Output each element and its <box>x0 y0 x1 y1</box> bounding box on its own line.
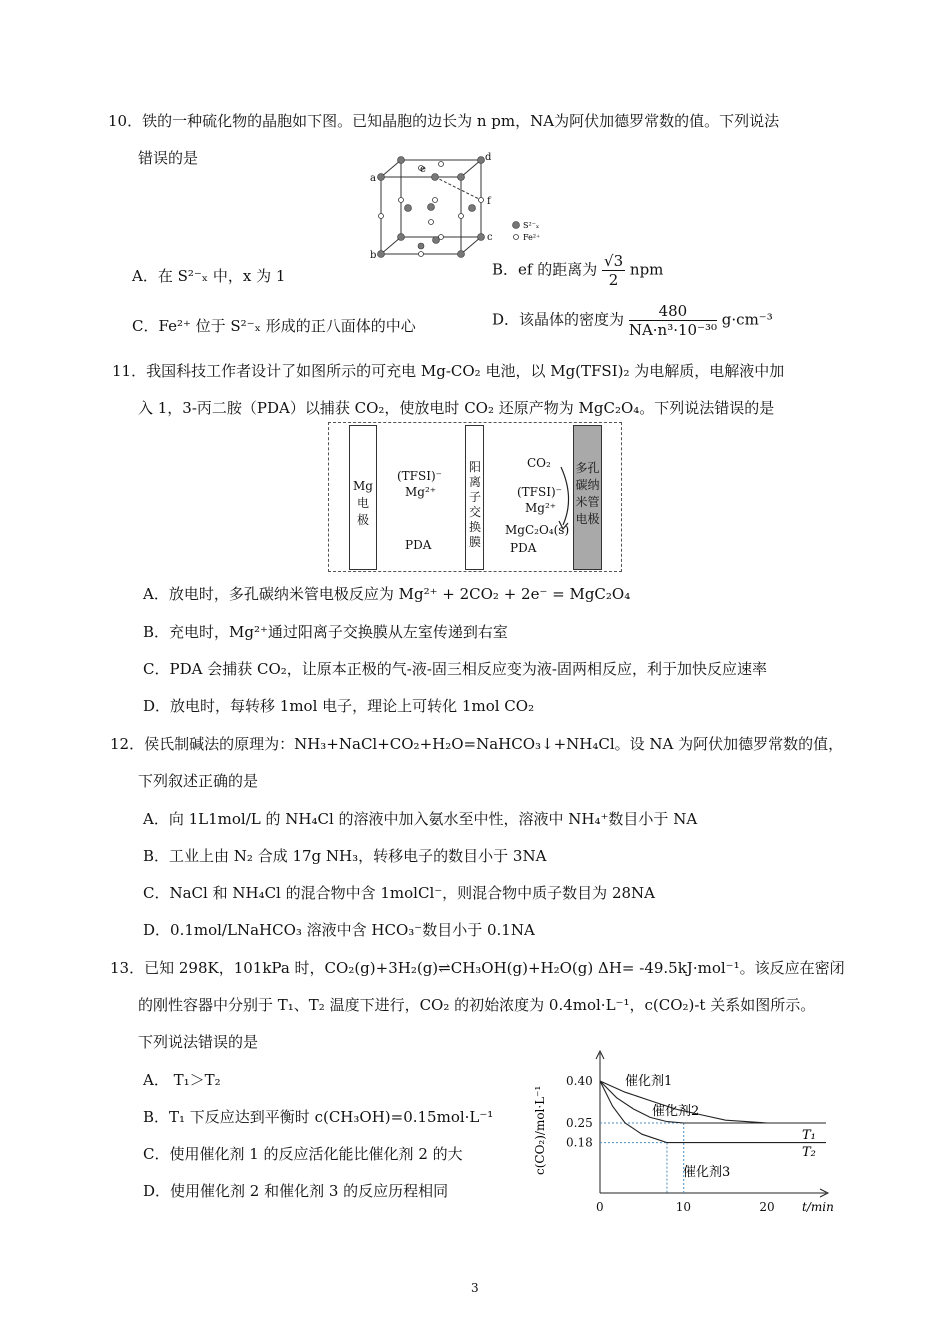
membrane-char-1: 阳 <box>468 460 481 474</box>
membrane-char-4: 交 <box>468 505 481 519</box>
cell-back-face <box>401 160 481 237</box>
q11-option-c: C．PDA 会捕获 CO₂，让原本正极的气-液-固三相反应变为液-固两相反应，利于加快反应速率 <box>143 660 767 678</box>
label-f: f <box>487 196 491 207</box>
q11-option-d: D．放电时，每转移 1mol 电子，理论上可转化 1mol CO₂ <box>143 697 535 715</box>
q10-option-c: C．Fe²⁺ 位于 S²⁻ₓ 形成的正八面体的中心 <box>132 317 416 335</box>
mg-label-3: 极 <box>356 513 369 527</box>
chart-x-label: t/min <box>802 1200 834 1214</box>
membrane-char-5: 换 <box>468 520 481 534</box>
q13-option-a: A． T₁＞T₂ <box>143 1071 221 1089</box>
carbon-nanotube-electrode <box>573 425 602 570</box>
q12-stem-line2: 下列叙述正确的是 <box>138 772 259 790</box>
label-b: b <box>370 250 377 261</box>
chart-label-catalyst3: 催化剂3 <box>683 1165 731 1180</box>
chart-label-catalyst1: 催化剂1 <box>625 1074 673 1089</box>
membrane-char-3: 子 <box>468 490 481 504</box>
q11-option-a: A．放电时，多孔碳纳米管电极反应为 Mg²⁺ + 2CO₂ + 2e⁻ = MgC₂O₄ <box>143 585 631 603</box>
cation-exchange-membrane <box>465 425 484 570</box>
q13-concentration-time-chart <box>530 1045 845 1220</box>
left-pda: PDA <box>405 538 432 552</box>
q13-option-b: B．T₁ 下反应达到平衡时 c(CH₃OH)=0.15mol·L⁻¹ <box>143 1108 494 1126</box>
q10-d-denominator: NA·n³·10⁻³⁰ <box>628 321 718 339</box>
membrane-char-6: 膜 <box>468 535 481 549</box>
label-c: c <box>487 232 493 243</box>
q11-stem-line2: 入 1，3-丙二胺（PDA）以捕获 CO₂，使放电时 CO₂ 还原产物为 MgC₂O₄。下列说法错误的是 <box>138 399 775 417</box>
mg-electrode <box>349 425 377 570</box>
q13-option-d: D．使用催化剂 2 和催化剂 3 的反应历程相同 <box>143 1182 449 1200</box>
y-tick-label: 0.25 <box>566 1116 593 1130</box>
mg-label: Mg <box>353 479 373 493</box>
right-pda: PDA <box>510 541 537 555</box>
q10-stem-line1: 10．铁的一种硫化物的晶胞如下图。已知晶胞的边长为 n pm，NA为阿伏加德罗常数的值。下列说法 <box>108 112 780 130</box>
q10-b-numerator: √3 <box>604 252 624 270</box>
q10-b-unit: npm <box>629 260 664 279</box>
q13-stem-line3: 下列说法错误的是 <box>138 1033 259 1051</box>
membrane-char-2: 离 <box>468 475 481 489</box>
q12-option-c: C．NaCl 和 NH₄Cl 的混合物中含 1molCl⁻，则混合物中质子数目为 28NA <box>143 884 655 902</box>
q12-option-d: D．0.1mol/LNaHCO₃ 溶液中含 HCO₃⁻数目小于 0.1NA <box>143 921 535 939</box>
q13-option-c: C．使用催化剂 1 的反应活化能比催化剂 2 的大 <box>143 1145 463 1163</box>
q11-option-b: B．充电时，Mg²⁺通过阳离子交换膜从左室传递到右室 <box>143 623 508 641</box>
q12-option-a: A．向 1L1mol/L 的 NH₄Cl 的溶液中加入氨水至中性，溶液中 NH₄⁺数目小于 NA <box>143 810 698 828</box>
q10-option-d <box>492 302 773 339</box>
page-number: 3 <box>471 1281 479 1295</box>
q10-option-d-text: D．该晶体的密度为 <box>492 310 625 329</box>
q10-b-denominator: 2 <box>608 271 619 289</box>
chart-label-catalyst2: 催化剂2 <box>652 1104 700 1119</box>
left-tfsi: (TFSI)⁻ <box>397 469 442 483</box>
cell-front-face <box>381 177 461 254</box>
q10-option-b <box>492 252 663 289</box>
right-product: MgC₂O₄(s) <box>505 523 570 537</box>
left-mg-ion: Mg²⁺ <box>405 485 437 499</box>
q10-stem-line2: 错误的是 <box>138 149 199 167</box>
legend-s-label: S²⁻ₓ <box>523 221 540 230</box>
q11-battery-figure <box>328 422 622 572</box>
q12-stem-line1: 12．侯氏制碱法的原理为：NH₃+NaCl+CO₂+H₂O=NaHCO₃↓+NH₄Cl。设 NA 为阿伏加德罗常数的值， <box>110 735 844 753</box>
legend-fe-label: Fe²⁺ <box>523 233 541 242</box>
label-a: a <box>370 173 376 184</box>
q13-stem-line1: 13．已知 298K，101kPa 时，CO₂(g)+3H₂(g)⇌CH₃OH(g)+H₂O(g) ΔH= -49.5kJ·mol⁻¹。该反应在密闭 <box>110 959 845 977</box>
q11-stem-line1: 11．我国科技工作者设计了如图所示的可充电 Mg-CO₂ 电池，以 Mg(TFSI)₂ 为电解质，电解液中加 <box>112 362 785 380</box>
q12-option-b: B．工业上由 N₂ 合成 17g NH₃，转移电子的数目小于 3NA <box>143 847 547 865</box>
legend-fe-marker <box>514 235 519 240</box>
q10-option-b-text: B．ef 的距离为 <box>492 260 598 279</box>
mg-label-2: 电 <box>356 496 369 510</box>
q10-d-numerator: 480 <box>629 302 717 321</box>
carbon-label-2: 碳纳 <box>575 478 600 492</box>
s-ions <box>378 157 485 258</box>
x-tick-label: 0 <box>596 1200 604 1214</box>
series-line-catalyst-3 <box>600 1081 826 1143</box>
legend-s-marker <box>513 222 520 229</box>
chart-y-label: c(CO₂)/mol·L⁻¹ <box>533 1085 547 1175</box>
y-tick-label: 0.40 <box>566 1074 593 1088</box>
chart-label-t1: T₁ <box>802 1128 816 1143</box>
q10-d-unit: g·cm⁻³ <box>721 310 773 329</box>
carbon-label-3: 米管 <box>575 495 600 509</box>
q10-crystal-cell-figure <box>368 150 558 262</box>
chart-label-t2: T₂ <box>802 1145 816 1160</box>
carbon-label-1: 多孔 <box>575 461 600 475</box>
right-co2: CO₂ <box>527 456 551 470</box>
x-tick-label: 10 <box>675 1200 691 1214</box>
x-tick-label: 20 <box>759 1200 775 1214</box>
q10-option-a: A．在 S²⁻ₓ 中，x 为 1 <box>132 267 286 285</box>
q13-stem-line2: 的刚性容器中分别于 T₁、T₂ 温度下进行，CO₂ 的初始浓度为 0.4mol·L⁻¹，c(CO₂)-t 关系如图所示。 <box>138 996 816 1014</box>
ef-dashed-line <box>435 177 481 200</box>
label-e: e <box>420 164 426 175</box>
y-tick-label: 0.18 <box>566 1135 593 1150</box>
right-tfsi: (TFSI)⁻ <box>517 485 562 499</box>
label-d: d <box>485 152 492 163</box>
right-mg-ion: Mg²⁺ <box>525 501 557 515</box>
carbon-label-4: 电极 <box>575 512 600 526</box>
